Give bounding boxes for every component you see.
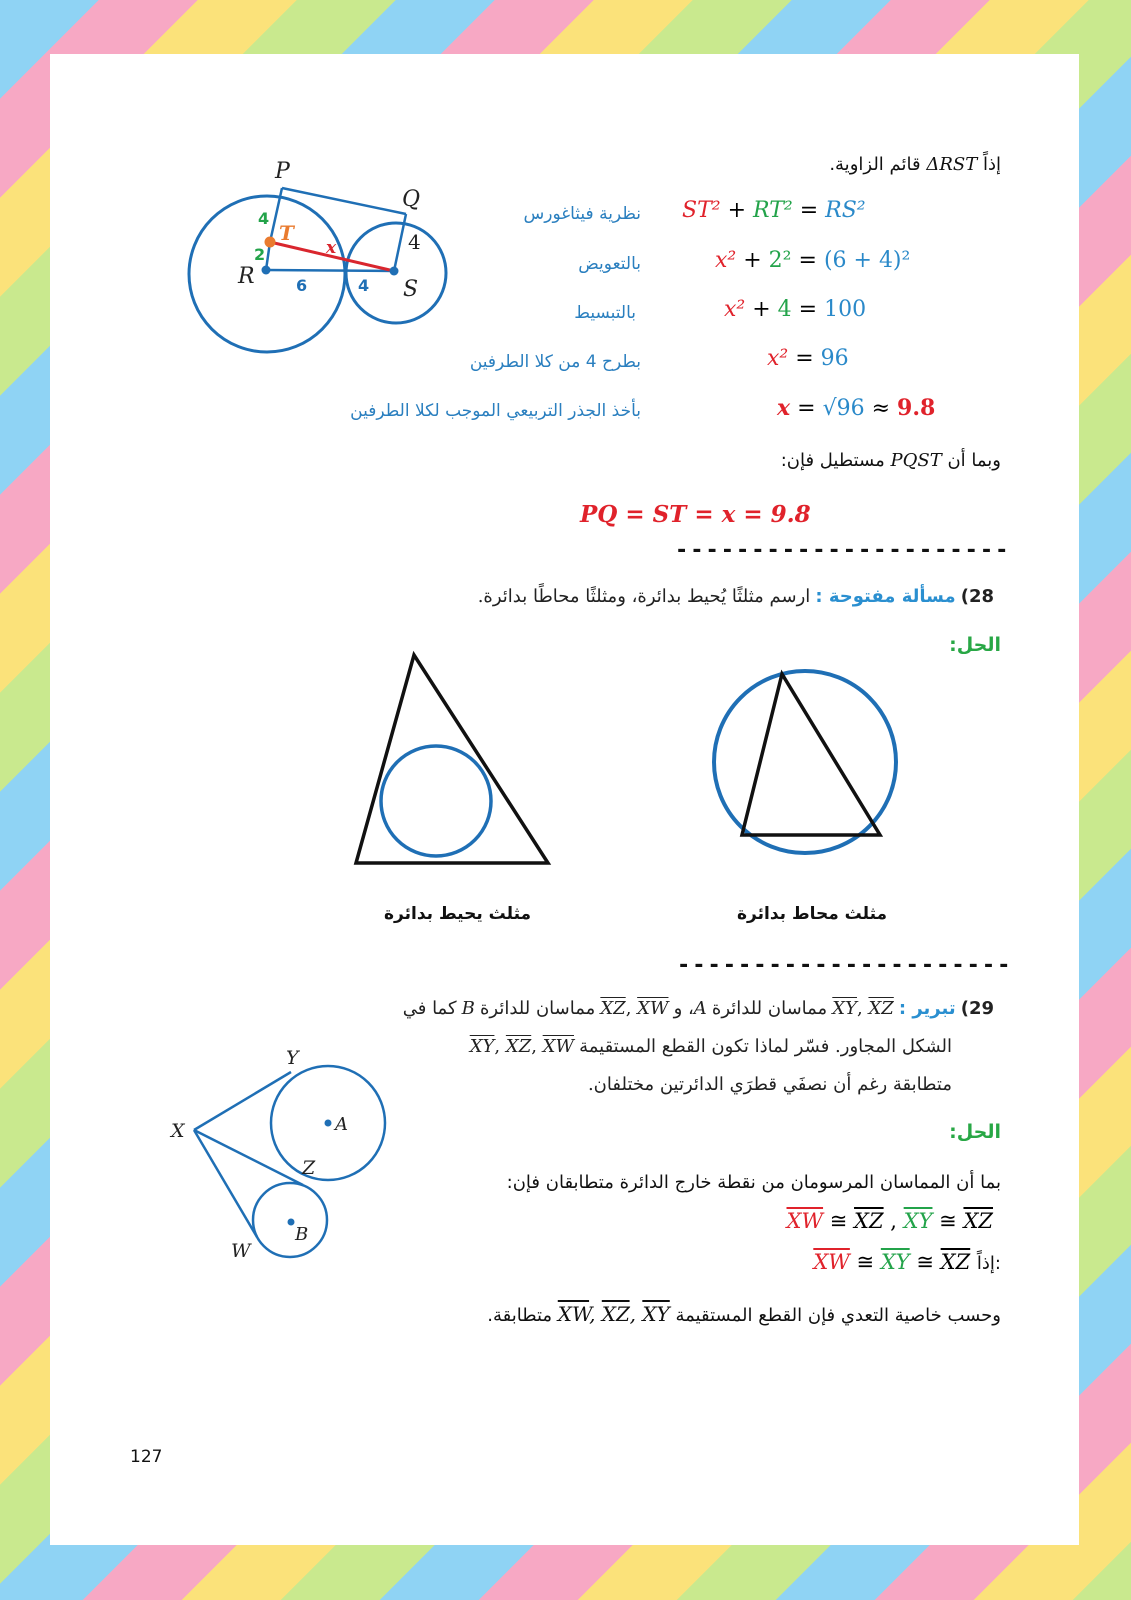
point-r xyxy=(262,266,271,275)
center-a xyxy=(325,1120,332,1127)
equation-3: x² + 4 = 100 xyxy=(724,297,867,322)
question-29-line1: 29) تبرير : $\overline{XY}$, $\overline{XZ}$ مماسان للدائرة A، و $\overline{XZ}$, $\overline{XW}$ مماسان للدائرة B كما في xyxy=(402,998,994,1019)
congruence-1: $\overline{XW}$ ≅ $\overline{XZ}$ , $\overline{XY}$ ≅ $\overline{XZ}$ xyxy=(786,1209,993,1233)
label-r: R xyxy=(238,264,255,289)
label-x: x xyxy=(326,238,337,258)
label-t: T xyxy=(279,221,294,245)
figure-tangents xyxy=(168,1042,398,1278)
q29-number: 29) xyxy=(960,998,994,1019)
equation-4: x² = 96 xyxy=(767,346,849,371)
label-4-qs: 4 xyxy=(408,230,421,254)
q28-number: 28) xyxy=(960,586,994,607)
congruence-2: $\overline{XW}$ ≅ $\overline{XY}$ ≅ $\overline{XZ}$ إذاً: xyxy=(813,1250,1001,1274)
label-q: Q xyxy=(402,187,421,212)
reason-3: بالتبسيط xyxy=(574,303,636,323)
q29-heading: تبرير : xyxy=(898,998,956,1019)
label-6: 6 xyxy=(296,276,308,295)
label-b4: B xyxy=(295,1224,309,1245)
circumscribing-circle xyxy=(714,671,896,853)
label-z4: Z xyxy=(302,1157,316,1179)
center-b xyxy=(288,1219,295,1226)
question-29-line3: متطابقة رغم أن نصفَي قطرَي الدائرتين مختلفان. xyxy=(587,1074,952,1095)
label-s: S xyxy=(403,277,419,302)
point-s xyxy=(390,267,399,276)
equation-1: ST² + RT² = RS² xyxy=(682,198,866,223)
reason-5: بأخذ الجذر التربيعي الموجب لكلا الطرفين xyxy=(350,401,641,421)
outer-triangle xyxy=(356,655,548,863)
figure-inscribed-triangle xyxy=(710,662,900,872)
label-x4: X xyxy=(171,1120,185,1142)
intro-line xyxy=(829,154,1001,175)
equation-5: x = √96 ≈ 9.8 xyxy=(777,395,936,421)
question-29-line2: الشكل المجاور. فسّر لماذا تكون القطع المستقيمة $\overline{XY}$, $\overline{XZ}$, $\overline{XW}$ xyxy=(469,1036,952,1057)
figure-circumscribed-triangle xyxy=(350,650,554,870)
label-4-pt: 4 xyxy=(258,209,270,228)
intro-text: إذاً xyxy=(982,154,1001,175)
label-w4: W xyxy=(231,1240,251,1262)
reason-1: نظرية فيثاغورس xyxy=(523,204,641,224)
caption-left: مثلث يحيط بدائرة xyxy=(384,904,532,924)
intro-suffix: قائم الزاوية. xyxy=(829,154,921,175)
label-p: P xyxy=(275,159,290,184)
segment-pq xyxy=(282,188,406,214)
conclusion-line: وحسب خاصية التعدي فإن القطع المستقيمة $\overline{XW}$, $\overline{XZ}$, $\overline{XY}$ متطابقة. xyxy=(487,1302,1001,1326)
label-2-tr: 2 xyxy=(254,245,266,264)
page-number: 127 xyxy=(130,1447,163,1467)
figure-two-circles xyxy=(180,154,460,374)
separator-1: ---------------------- xyxy=(675,538,1011,563)
separator-2: ---------------------- xyxy=(677,953,1013,978)
equation-2: x² + 2² = (6 + 4)² xyxy=(715,248,911,273)
rectangle-line: وبما أن PQST مستطيل فإن: xyxy=(780,450,1001,471)
label-a4: A xyxy=(335,1114,348,1135)
intro-triangle: ΔRST xyxy=(926,154,978,175)
q28-heading: مسألة مفتوحة : xyxy=(815,586,956,607)
solution-label-28: الحل: xyxy=(949,634,1001,656)
final-equation: PQ = ST = x = 9.8 xyxy=(580,501,811,528)
inscribed-circle xyxy=(381,746,491,856)
reason-4: بطرح 4 من كلا الطرفين xyxy=(469,352,641,372)
q28-text: ارسم مثلثًا يُحيط بدائرة، ومثلثًا محاطًا بدائرة. xyxy=(477,586,811,607)
point-t xyxy=(265,237,276,248)
label-4-rs: 4 xyxy=(358,276,370,295)
tangent-statement: بما أن المماسان المرسومان من نقطة خارج الدائرة متطابقان فإن: xyxy=(506,1172,1001,1193)
solution-label-29: الحل: xyxy=(949,1121,1001,1143)
reason-2: بالتعويض xyxy=(578,254,641,274)
inner-triangle xyxy=(742,674,880,835)
question-28 xyxy=(478,586,994,607)
segment-rs xyxy=(266,270,394,271)
label-y4: Y xyxy=(286,1047,299,1069)
caption-right: مثلث محاط بدائرة xyxy=(737,904,888,924)
page-sheet xyxy=(50,54,1079,1545)
